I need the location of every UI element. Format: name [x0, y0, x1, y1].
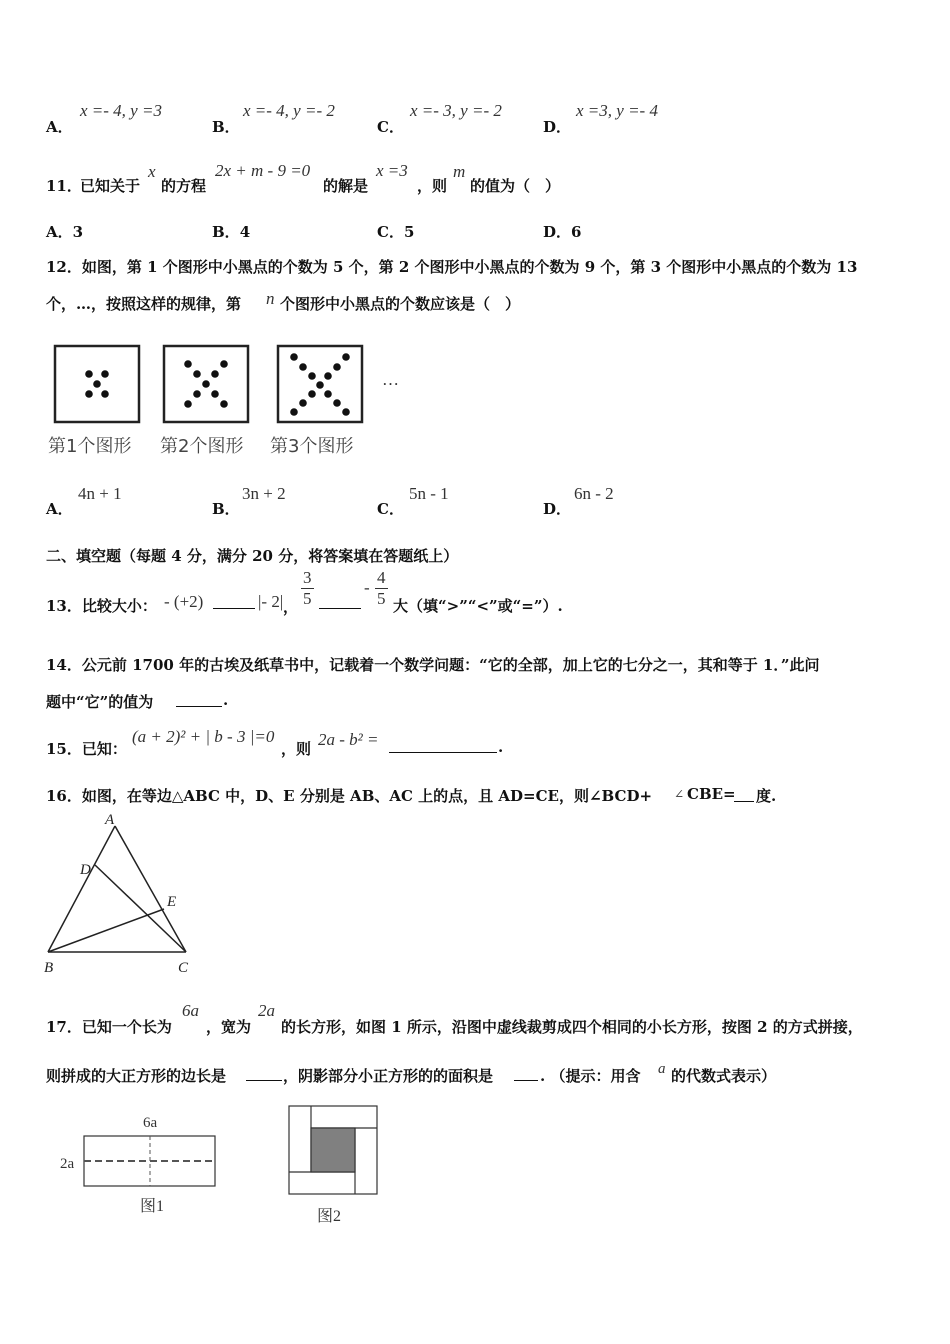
- q12-option-d-expr: 6n - 2: [574, 484, 614, 503]
- q12-var-n: n: [266, 289, 275, 308]
- q10-option-d-label: D．: [543, 118, 572, 136]
- q13-fraction-1: $\frac{3}{5}$: [303, 568, 312, 608]
- q16-point-e: E: [167, 894, 177, 910]
- q10-option-b-label: B．: [212, 118, 240, 136]
- q17-figure-2-caption: 图2: [317, 1208, 342, 1225]
- q13-fraction-2: $\frac{4}{5}$: [377, 568, 386, 608]
- q14-answer-blank[interactable]: [176, 706, 222, 707]
- q12-option-b-label: B．: [212, 500, 240, 518]
- q10-option-a-label: A．: [46, 118, 73, 136]
- q17-line-2a: 则拼成的大正方形的边长是: [46, 1067, 227, 1085]
- q12-figure-1-dots: [85, 370, 109, 398]
- q16-text-2: CBE=: [687, 785, 736, 803]
- q12-figure-2-dots: [184, 360, 228, 408]
- q17-var-a: a: [658, 1061, 666, 1077]
- q17-line-2d: 的代数式表示）: [671, 1067, 777, 1085]
- q10-option-a-expr: x =- 4, y =3: [80, 101, 162, 120]
- q16-answer-blank[interactable]: [734, 801, 754, 802]
- q12-line-1: 12．如图，第 1 个图形中小黑点的个数为 5 个，第 2 个图形中小黑点的个数为 9 个，第 3 个图形中小黑点的个数为 13: [46, 258, 858, 276]
- q13-right-1: |- 2|: [258, 592, 284, 611]
- q12-option-b-expr: 3n + 2: [242, 484, 286, 503]
- q10-option-d-expr: x =3, y =- 4: [576, 101, 658, 120]
- q17-answer-blank-1[interactable]: [246, 1080, 282, 1081]
- q12-line-2a: 个，…，按照这样的规律，第: [46, 295, 242, 313]
- q11-number: 11．: [46, 177, 82, 195]
- q12-option-a-expr: 4n + 1: [78, 484, 122, 503]
- q12-line-2b: 个图形中小黑点的个数应该是（ ）: [280, 295, 521, 313]
- q16-point-b: B: [44, 960, 54, 976]
- q14-line-1: 14．公元前 1700 年的古埃及纸草书中，记载着一个数学问题：“它的全部，加上它的七分之一，其和等于 1．”此问: [46, 656, 820, 674]
- q16-point-a: A: [105, 812, 115, 828]
- q17-figure-1-width-label: 2a: [60, 1156, 75, 1172]
- q11-text-4: ，则: [417, 177, 448, 195]
- q17-figure-2-shaded-square: [311, 1128, 355, 1172]
- q11-text-1: 已知关于: [80, 177, 141, 195]
- q13-answer-blank-2[interactable]: [319, 608, 361, 609]
- q11-option-b: B．4: [212, 223, 251, 241]
- q13-left-1: - (+2): [164, 592, 204, 611]
- q13-suffix: 大（填“>”“<”或“=”）.: [393, 597, 563, 615]
- q17-figure-1-caption: 图1: [140, 1198, 165, 1215]
- q17-line-2b: ，阴影部分小正方形的的面积是: [283, 1067, 494, 1085]
- q12-option-c-label: C．: [377, 500, 404, 518]
- q11-text-3: 的解是: [323, 177, 369, 195]
- q17-length: 6a: [182, 1001, 199, 1020]
- q17-figure-1: [56, 1106, 226, 1221]
- q11-option-d: D．6: [543, 223, 582, 241]
- q15-answer-blank[interactable]: [389, 752, 497, 753]
- q15-end: .: [498, 738, 504, 756]
- q13-prefix: 13．比较大小：: [46, 597, 157, 615]
- q10-option-b-expr: x =- 4, y =- 2: [243, 101, 335, 120]
- q15-expression: 2a - b² =: [318, 730, 379, 749]
- q15-condition: (a + 2)² + | b - 3 |=0: [132, 727, 275, 746]
- q11-var-x: x: [148, 162, 156, 181]
- q12-figure-3-dots: [290, 353, 350, 416]
- q11-option-a: A．3: [46, 223, 84, 241]
- q17-figure-2: [284, 1102, 384, 1228]
- q11-var-m: m: [453, 162, 466, 181]
- q13-answer-blank-1[interactable]: [213, 608, 255, 609]
- q17-answer-blank-2[interactable]: [514, 1080, 538, 1081]
- q12-figure-3-label: 第3个图形: [270, 436, 354, 457]
- q16-point-c: C: [178, 960, 189, 976]
- q15-mid: ，则: [281, 740, 312, 758]
- q16-point-d: D: [80, 862, 91, 878]
- q11-equation: 2x + m - 9 =0: [215, 161, 311, 180]
- q16-segment-be: [48, 909, 164, 952]
- q12-option-d-label: D．: [543, 500, 572, 518]
- q17-figure-1-length-label: 6a: [143, 1115, 158, 1131]
- q16-end: 度.: [756, 787, 777, 805]
- q11-solution: x =3: [376, 161, 408, 180]
- q17-text-2: ，宽为: [206, 1018, 252, 1036]
- q17-text-1: 17．已知一个长为: [46, 1018, 172, 1036]
- q16-text: 16．如图，在等边△ABC 中，D、E 分别是 AB、AC 上的点，且 AD=CE，则∠BCD+: [46, 787, 653, 805]
- q12-figure-1-label: 第1个图形: [48, 436, 132, 457]
- q12-figure-2-label: 第2个图形: [160, 436, 244, 457]
- q14-end: .: [223, 691, 229, 709]
- q12-option-a-label: A．: [46, 500, 73, 518]
- q16-triangle-figure: [40, 812, 200, 977]
- section-2-heading: 二、填空题（每题 4 分，满分 20 分，将答案填在答题纸上）: [46, 547, 459, 565]
- q11-text-5: 的值为（ ）: [470, 177, 561, 195]
- q13-comma: ，: [283, 598, 299, 616]
- q17-text-3: 的长方形，如图 1 所示，沿图中虚线裁剪成四个相同的小长方形，按图 2 的方式拼接，: [281, 1018, 863, 1036]
- q12-dot-figures: [52, 343, 422, 428]
- q13-negative-sign: -: [364, 578, 370, 597]
- q17-line-2c: . （提示：用含: [540, 1067, 641, 1085]
- q12-option-c-expr: 5n - 1: [409, 484, 449, 503]
- q16-angle-symbol: ∠: [674, 787, 685, 801]
- q11-text-2: 的方程: [161, 177, 207, 195]
- q14-line-2: 题中“它”的值为: [46, 693, 154, 711]
- q16-side-ab: [48, 826, 115, 952]
- q17-width: 2a: [258, 1001, 275, 1020]
- q10-option-c-label: C．: [377, 118, 404, 136]
- q15-prefix: 15．已知：: [46, 740, 127, 758]
- q16-side-ac: [115, 826, 186, 952]
- q10-option-c-expr: x =- 3, y =- 2: [410, 101, 502, 120]
- q12-ellipsis: …: [382, 370, 399, 389]
- q11-option-c: C．5: [377, 223, 415, 241]
